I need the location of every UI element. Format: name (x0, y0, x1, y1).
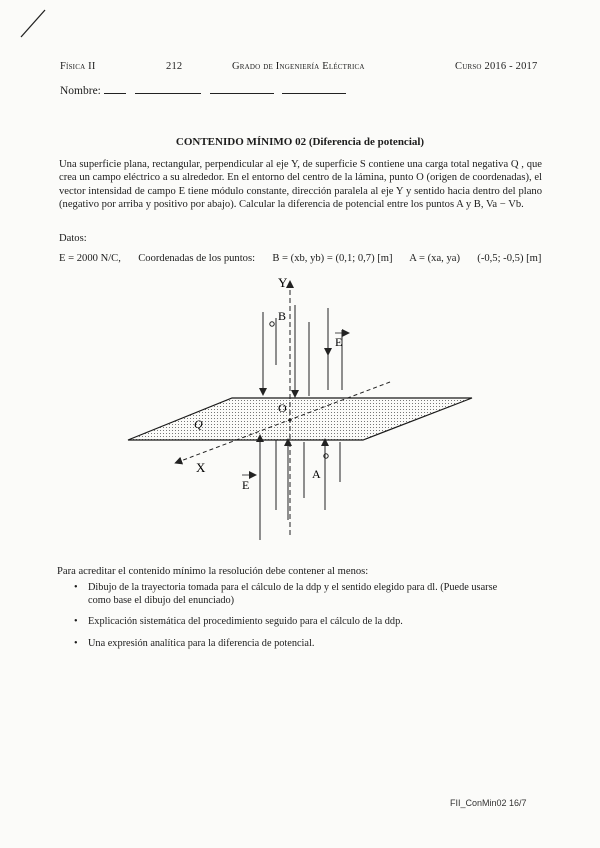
pen-stroke (18, 8, 48, 40)
name-underline (210, 84, 274, 94)
name-underline (104, 84, 126, 94)
bullet-icon: • (74, 616, 78, 627)
point-a-coords: (-0,5; -0,5) [m] (477, 253, 542, 264)
header-course: Curso 2016 - 2017 (455, 61, 538, 72)
list-item: • Dibujo de la trayectoria tomada para el cálculo de la ddp y el sentido elegido para dl. (Puede usarse como base el dibujo del enunciado) (74, 582, 498, 606)
header-number: 212 (166, 61, 183, 72)
name-underline (135, 84, 201, 94)
charged-plane (128, 398, 472, 440)
point-a-marker (324, 454, 328, 458)
requirements-list (74, 582, 514, 659)
field-value: E = 2000 N/C, (59, 253, 121, 264)
header-subject: Física II (60, 61, 96, 72)
requirements-intro: Para acreditar el contenido mínimo la resolución debe contener al menos: (57, 566, 369, 577)
list-item: • Explicación sistemática del procedimiento seguido para el cálculo de la ddp. (74, 616, 403, 627)
point-a-label: A = (xa, ya) (409, 253, 460, 264)
charge-label: Q (194, 417, 203, 431)
problem-statement: Una superficie plana, rectangular, perpendicular al eje Y, de superficie S contiene una carga total negativa Q , que crea un campo eléctrico a su alrededor. En el entorno del centro de la lámina, punto O (origen de coordenadas), el vector intensidad de campo E tiene módulo constante, dirección paralela al eje Y y sentido hacia dentro del plano (negativo por arriba y positivo por abajo). Calcular la diferencia de potencial entre los puntos A y B, Va − Vb. (59, 159, 542, 211)
footer-code: FII_ConMin02 16/7 (450, 798, 527, 808)
e-vector-bottom-label: E (242, 478, 250, 492)
name-label: Nombre: (60, 85, 101, 97)
header-degree: Grado de Ingeniería Eléctrica (232, 61, 365, 72)
field-lines-top (263, 305, 342, 396)
x-axis-label: X (196, 460, 206, 475)
origin-label: O (278, 401, 287, 415)
point-b-label: B (278, 309, 287, 323)
bullet-icon: • (74, 637, 78, 649)
field-lines-bottom (260, 438, 340, 540)
point-b-coords: B = (xb, yb) = (0,1; 0,7) [m] (272, 253, 393, 264)
name-underline (282, 84, 346, 94)
point-o-marker (288, 418, 291, 421)
field-diagram (120, 270, 480, 545)
e-vector-top-label: E (335, 335, 343, 349)
page-title: CONTENIDO MÍNIMO 02 (Diferencia de potencial) (175, 136, 425, 148)
list-item: • Una expresión analítica para la diferencia de potencial. (74, 637, 315, 649)
y-axis-label: Y (278, 275, 288, 290)
data-label: Datos: (59, 233, 87, 244)
point-b-marker (270, 322, 274, 326)
data-values (59, 253, 541, 264)
coords-label: Coordenadas de los puntos: (138, 253, 256, 264)
point-a-label-diagram: A (312, 467, 321, 481)
name-field[interactable] (60, 84, 346, 97)
bullet-icon: • (74, 582, 78, 593)
